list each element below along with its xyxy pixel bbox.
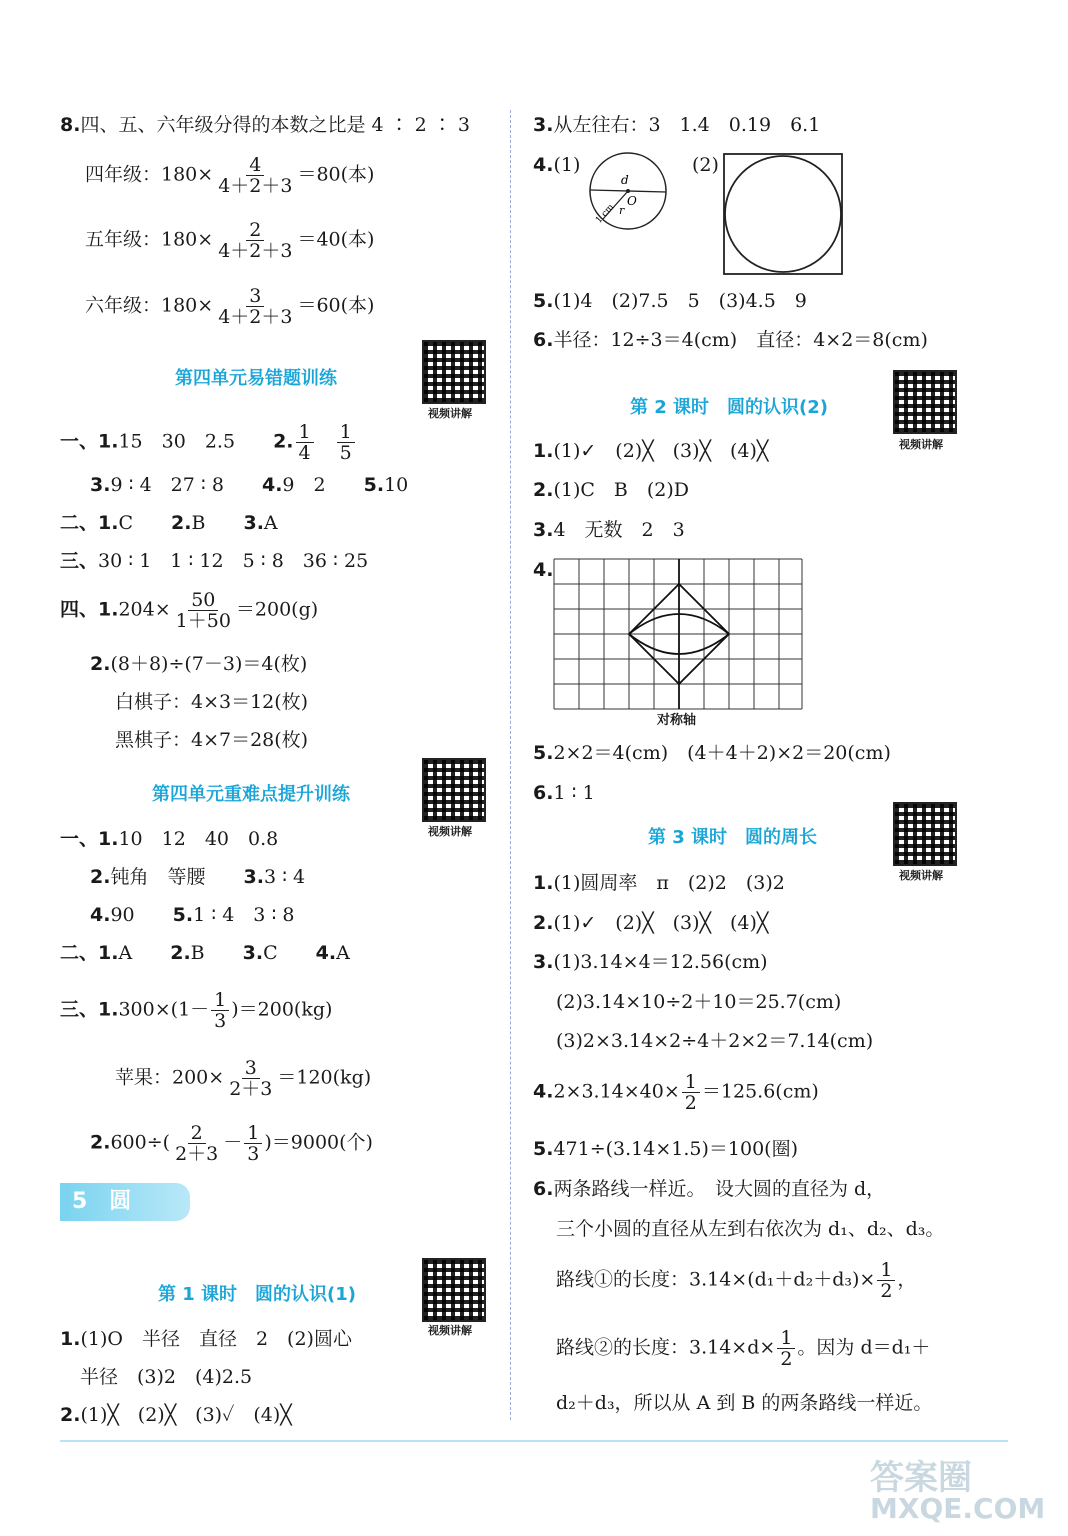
answer-line: 2.(1)✓ (2)╳ (3)╳ (4)╳ [533,912,769,934]
answer-line: 2.(1)╳ (2)╳ (3)✓ (4)╳ [60,1404,292,1426]
grid-figure [553,558,805,714]
qr-caption: 视频讲解 [428,407,472,420]
answer-line: 1.(1)✓ (2)╳ (3)╳ (4)╳ [533,440,769,462]
answer-line: 3.从左往右：3 1.4 0.19 6.1 [533,114,821,136]
answer-line: 四、1.204× $\frac{50}{1+50}$ ＝200(g) [60,589,319,632]
axis-label: 对称轴 [657,713,697,728]
answer-line: 黑棋子：4×7＝28(枚) [115,729,309,751]
answer-line: 三、30 ∶ 1 1 ∶ 12 5 ∶ 8 36 ∶ 25 [60,550,369,572]
qr-code-icon[interactable] [422,340,486,404]
qr-caption: 视频讲解 [899,438,943,451]
answer-line: 5.471÷(3.14×1.5)＝100(圈) [533,1138,798,1160]
qr-caption: 视频讲解 [899,869,943,882]
answer-line: 3.(1)3.14×4＝12.56(cm) [533,951,768,973]
answer-line: (2)3.14×10÷2＋10＝25.7(cm) [556,991,842,1013]
cm-label: 1 cm [594,202,617,226]
answer-line: 1.(1)圆周率 π (2)2 (3)2 [533,872,785,894]
answer-line: 2.(1)C B (2)D [533,479,690,501]
section-title: 第 2 课时 圆的认识(2) [630,397,829,418]
answer-line: 5.2×2＝4(cm) (4＋4＋2)×2＝20(cm) [533,742,891,764]
answer-line: 路线②的长度：3.14×d× $\frac{1}{2}$ 。因为 d＝d₁＋ [556,1327,931,1370]
watermark-url: MXQE.COM [870,1492,1046,1525]
section-title: 第 3 课时 圆的周长 [648,827,818,848]
o-label: O [627,194,637,208]
answer-line: 6.半径：12÷3＝4(cm) 直径：4×2＝8(cm) [533,329,928,351]
q8-line: 8.四、五、六年级分得的本数之比是 4 ∶ 2 ∶ 3 [60,114,470,136]
answer-line: 二、1.A 2.B 3.C 4.A [60,942,350,964]
qr-caption: 视频讲解 [428,825,472,838]
qr-code-icon[interactable] [893,802,957,866]
column-divider [510,110,511,1420]
answer-line: 三、1.300×(1－ $\frac{1}{3}$ )＝200(kg) [60,989,333,1032]
section-title: 第四单元易错题训练 [175,368,337,389]
q8-row: 四年级：180× $\frac{4}{4+2+3}$ ＝80(本) [85,154,375,197]
answer-line: 2.钝角 等腰 3.3 ∶ 4 [90,866,306,888]
answer-label: (2) [692,154,719,176]
small-circle-figure [585,152,675,232]
answer-line: 4.(1) [533,154,581,176]
r-label: r [619,204,625,217]
answer-line: 白棋子：4×3＝12(枚) [115,691,309,713]
answer-line: 1.(1)O 半径 直径 2 (2)圆心 [60,1328,352,1350]
answer-line: 3.4 无数 2 3 [533,519,685,541]
square-shape [724,154,842,274]
qr-caption: 视频讲解 [428,1324,472,1337]
answer-line: 4.90 5.1 ∶ 4 3 ∶ 8 [90,904,295,926]
answer-line: 6.两条路线一样近。 设大圆的直径为 d， [533,1178,886,1200]
answer-line: 2.600÷( $\frac{2}{2+3}$ － $\frac{1}{3}$ )＝9000(个) [90,1122,373,1165]
answer-line: 一、1.10 12 40 0.8 [60,828,279,850]
section-title: 第四单元重难点提升训练 [152,784,350,805]
answer-line: 5.(1)4 (2)7.5 5 (3)4.5 9 [533,290,807,312]
answer-line: 3.9 ∶ 4 27 ∶ 8 4.9 2 5.10 [90,474,409,496]
footer-rule [60,1440,1008,1442]
grid-lines [554,559,802,709]
answer-line: (3)2×3.14×2÷4＋2×2＝7.14(cm) [556,1030,874,1052]
answer-line: 路线①的长度：3.14×(d₁＋d₂＋d₃)× $\frac{1}{2}$ ， [556,1259,917,1302]
answer-line: 半径 (3)2 (4)2.5 [80,1366,253,1388]
answer-line: 6.1 ∶ 1 [533,782,595,804]
watermark-logo: 答案圈 [870,1458,972,1498]
answer-line: 4. [533,559,554,581]
qr-code-icon[interactable] [422,1258,486,1322]
q8-row: 六年级：180× $\frac{3}{4+2+3}$ ＝60(本) [85,285,375,328]
answer-line: 二、1.C 2.B 3.A [60,512,278,534]
answer-line: d₂＋d₃，所以从 A 到 B 的两条路线一样近。 [556,1392,933,1414]
answer-line: 4.2×3.14×40× $\frac{1}{2}$ ＝125.6(cm) [533,1071,819,1114]
qr-code-icon[interactable] [893,370,957,434]
section-title: 第 1 课时 圆的认识(1) [158,1284,357,1305]
inscribed-circle [725,156,841,272]
d-label: d [621,173,629,187]
answer-line: 苹果：200× $\frac{3}{2+3}$ ＝120(kg) [115,1057,372,1100]
center-dot [626,189,630,193]
answer-line: 一、1.15 30 2.5 2. $\frac{1}{4}$ $\frac{1}{5}$ [60,422,357,463]
square-circle-figure [722,152,844,276]
answer-line: 三个小圆的直径从左到右依次为 d₁、d₂、d₃。 [556,1218,945,1240]
unit-banner: 5 圆 [60,1183,190,1221]
q8-row: 五年级：180× $\frac{2}{4+2+3}$ ＝40(本) [85,219,375,262]
qr-code-icon[interactable] [422,758,486,822]
answer-line: 2.(8＋8)÷(7－3)＝4(枚) [90,653,308,675]
